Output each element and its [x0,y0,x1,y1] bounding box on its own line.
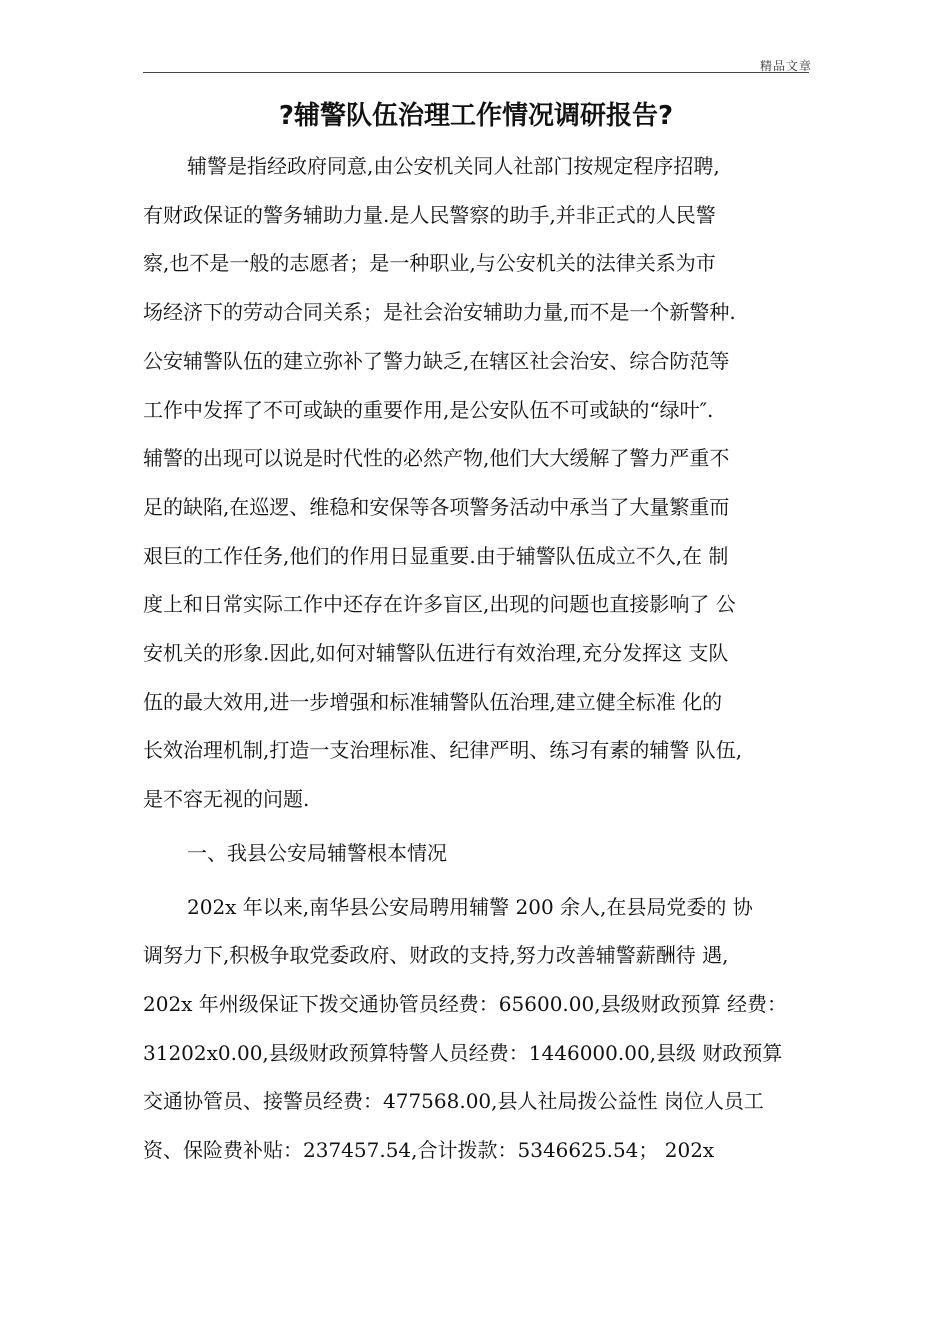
text-line: 足的缺陷,在巡逻、维稳和安保等各项警务活动中承当了大量繁重而 [143,494,730,519]
text-line: 辅警是指经政府同意,由公安机关同人社部门按规定程序招聘, [187,154,720,178]
text-line: 公安辅警队伍的建立弥补了警力缺乏,在辖区社会治安、综合防范等 [143,348,730,373]
text-line: 202x 年州级保证下拨交通协管员经费：65600.00,县级财政预算 经费： [143,991,787,1016]
section-heading-text: 一、我县公安局辅警根本情况 [187,840,447,865]
text-line: 是不容无视的问题. [143,787,310,812]
text-line: 资、保险费补贴：237457.54,合计拨款：5346625.54； 202x [143,1138,715,1163]
text-line: 工作中发挥了不可或缺的重要作用,是公安队伍不可或缺的“绿叶″. [143,397,714,422]
text-line: 伍的最大效用,进一步增强和标准辅警队伍治理,建立健全标准 化的 [143,689,723,714]
text-line: 调努力下,积极争取党委政府、财政的支持,努力改善辅警薪酬待 遇, [143,943,729,968]
text-line: 安机关的形象.因此,如何对辅警队伍进行有效治理,充分发挥这 支队 [143,641,729,666]
text-line: 202x 年以来,南华县公安局聘用辅警 200 余人,在县局党委的 协 [187,894,753,919]
text-line: 察,也不是一般的志愿者；是一种职业,与公安机关的法律关系为市 [143,251,716,276]
text-line: 场经济下的劳动合同关系；是社会治安辅助力量,而不是一个新警种. [143,300,736,325]
paragraph-intro [143,142,813,824]
text-line: 度上和日常实际工作中还存在许多盲区,出现的问题也直接影响了 公 [143,592,736,617]
text-line: 交通协管员、接警员经费：477568.00,县人社局拨公益性 岗位人员工 [143,1089,764,1114]
paragraph-basic-situation [143,883,813,1175]
text-line: 辅警的出现可以说是时代性的必然产物,他们大大缓解了警力严重不 [143,446,730,471]
document-title: ?辅警队伍治理工作情况调研报告? [278,101,674,131]
text-line: 长效治理机制,打造一支治理标准、纪律严明、练习有素的辅警 队伍, [143,738,743,763]
text-line: 艰巨的工作任务,他们的作用日显重要.由于辅警队伍成立不久,在 制 [143,543,729,568]
text-line: 有财政保证的警务辅助力量.是人民警察的助手,并非正式的人民警 [143,202,716,227]
header-divider [143,72,809,73]
text-line: 31202x0.00,县级财政预算特警人员经费：1446000.00,县级 财政预算 [143,1040,783,1065]
header-label: 精品文章 [759,59,812,73]
document-body [143,142,813,1175]
section-heading [143,829,813,878]
